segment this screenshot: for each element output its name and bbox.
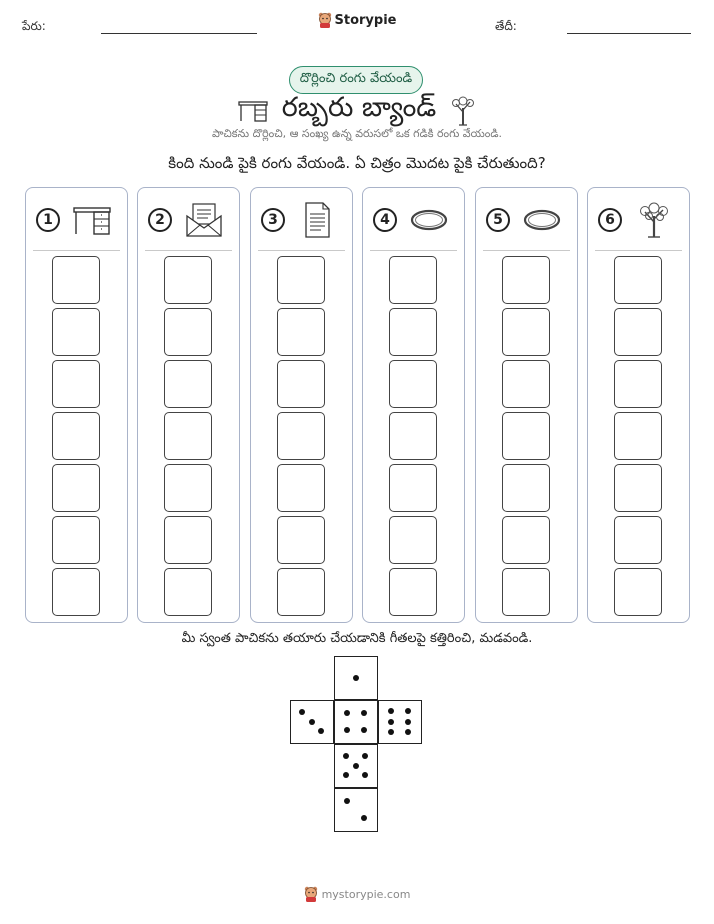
color-box[interactable] — [502, 464, 550, 512]
color-box[interactable] — [52, 412, 100, 460]
tree-icon — [450, 96, 476, 126]
die-pip — [361, 710, 367, 716]
column-divider — [33, 250, 120, 251]
color-box[interactable] — [277, 568, 325, 616]
column-number: 1 — [36, 208, 60, 232]
color-box[interactable] — [52, 464, 100, 512]
column-6 — [587, 187, 690, 623]
color-box[interactable] — [52, 516, 100, 564]
color-box[interactable] — [52, 568, 100, 616]
color-box[interactable] — [502, 516, 550, 564]
color-box[interactable] — [164, 516, 212, 564]
color-box[interactable] — [389, 464, 437, 512]
title-row — [0, 92, 714, 130]
color-box[interactable] — [164, 464, 212, 512]
die-face-5 — [334, 744, 378, 788]
activity-badge: దొర్లించి రంగు వేయండి — [289, 66, 423, 94]
die-pip — [353, 763, 359, 769]
die-pip — [388, 719, 394, 725]
color-box[interactable] — [502, 568, 550, 616]
color-box[interactable] — [502, 360, 550, 408]
column-header — [138, 202, 239, 242]
die-pip — [362, 753, 368, 759]
column-divider — [370, 250, 457, 251]
footer — [0, 886, 714, 902]
date-label: తేదీ: — [495, 19, 517, 33]
color-box[interactable] — [614, 516, 662, 564]
color-box[interactable] — [502, 256, 550, 304]
die-pip — [343, 753, 349, 759]
die-pip — [343, 772, 349, 778]
envelope-icon — [184, 202, 224, 238]
color-box[interactable] — [277, 412, 325, 460]
die-pip — [344, 727, 350, 733]
color-box[interactable] — [277, 516, 325, 564]
column-divider — [483, 250, 570, 251]
color-box[interactable] — [52, 256, 100, 304]
color-box[interactable] — [614, 308, 662, 356]
color-box[interactable] — [277, 360, 325, 408]
color-box[interactable] — [164, 256, 212, 304]
color-box[interactable] — [164, 568, 212, 616]
color-box[interactable] — [389, 256, 437, 304]
color-box[interactable] — [277, 464, 325, 512]
die-pip — [299, 709, 305, 715]
color-box[interactable] — [164, 308, 212, 356]
tree-icon — [634, 202, 674, 238]
column-4 — [362, 187, 465, 623]
die-face-4 — [334, 700, 378, 744]
die-pip — [405, 729, 411, 735]
color-box[interactable] — [389, 516, 437, 564]
die-pip — [353, 675, 359, 681]
column-header — [588, 202, 689, 242]
column-divider — [258, 250, 345, 251]
column-divider — [595, 250, 682, 251]
color-box[interactable] — [277, 256, 325, 304]
column-number: 2 — [148, 208, 172, 232]
color-box[interactable] — [614, 568, 662, 616]
column-3 — [250, 187, 353, 623]
color-box[interactable] — [614, 412, 662, 460]
color-box[interactable] — [52, 308, 100, 356]
column-number: 5 — [486, 208, 510, 232]
die-pip — [361, 815, 367, 821]
column-divider — [145, 250, 232, 251]
cut-instruction: మీ స్వంత పాచికను తయారు చేయడానికి గీతలపై కత్తిరించి, మడవండి. — [181, 631, 533, 646]
date-line[interactable] — [567, 33, 691, 34]
column-header — [251, 202, 352, 242]
rubber-band-icon — [409, 202, 449, 238]
color-box[interactable] — [164, 360, 212, 408]
column-header — [363, 202, 464, 242]
logo-text: Storypie — [334, 12, 397, 28]
column-5 — [475, 187, 578, 623]
color-box[interactable] — [277, 308, 325, 356]
name-line[interactable] — [101, 33, 257, 34]
column-number: 4 — [373, 208, 397, 232]
subtitle: పాచికను దొర్లించి, ఆ సంఖ్య ఉన్న వరుసలో ఒక గడికి రంగు వేయండి. — [212, 127, 502, 140]
die-face-3 — [290, 700, 334, 744]
color-box[interactable] — [614, 360, 662, 408]
color-box[interactable] — [614, 464, 662, 512]
column-number: 6 — [598, 208, 622, 232]
column-2 — [137, 187, 240, 623]
die-pip — [344, 798, 350, 804]
die-face-2 — [334, 788, 378, 832]
die-pip — [388, 708, 394, 714]
column-header — [26, 202, 127, 242]
color-box[interactable] — [502, 412, 550, 460]
color-box[interactable] — [614, 256, 662, 304]
logo — [0, 12, 714, 28]
die-pip — [318, 728, 324, 734]
footer-url: mystorypie.com — [321, 887, 411, 901]
color-box[interactable] — [389, 308, 437, 356]
bear-logo-icon — [304, 886, 318, 902]
page-title: రబ్బరు బ్యాండ్ — [281, 92, 437, 123]
desk-icon — [238, 99, 268, 123]
column-number: 3 — [261, 208, 285, 232]
column-header — [476, 202, 577, 242]
die-pip — [309, 719, 315, 725]
bear-logo-icon — [318, 12, 332, 28]
color-box[interactable] — [389, 568, 437, 616]
color-box[interactable] — [164, 412, 212, 460]
color-box[interactable] — [502, 308, 550, 356]
question: కింది నుండి పైకి రంగు వేయండి. ఏ చిత్రం మొదట పైకి చేరుతుంది? — [168, 154, 546, 172]
die-pip — [405, 719, 411, 725]
die-face-1 — [334, 656, 378, 700]
die-pip — [388, 729, 394, 735]
desk-icon — [72, 202, 112, 238]
die-pip — [362, 772, 368, 778]
die-pip — [344, 710, 350, 716]
color-box[interactable] — [389, 412, 437, 460]
column-1 — [25, 187, 128, 623]
name-label: పేరు: — [22, 19, 46, 33]
color-box[interactable] — [389, 360, 437, 408]
color-box[interactable] — [52, 360, 100, 408]
die-face-6 — [378, 700, 422, 744]
document-icon — [297, 202, 337, 238]
rubber-band-icon — [522, 202, 562, 238]
die-pip — [361, 727, 367, 733]
die-pip — [405, 708, 411, 714]
